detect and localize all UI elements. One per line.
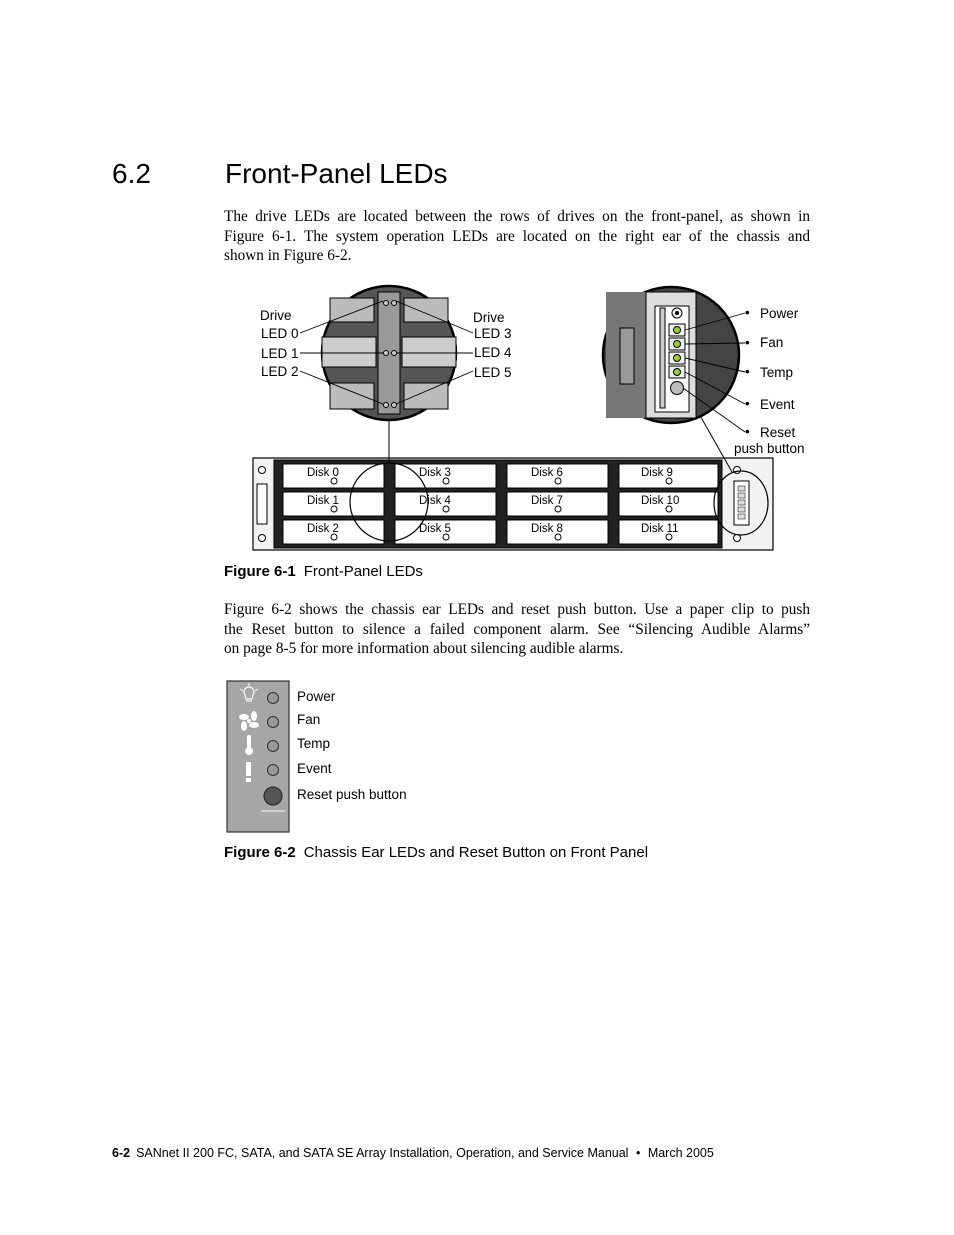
power-led [268,693,279,704]
paragraph-line: Figure 6-1. The system operation LEDs are located on the right ear of the chassis and [224,227,810,245]
disk-label: Disk 4 [419,495,451,507]
ear-callout: Event [760,397,795,412]
footer-date: March 2005 [647,1146,714,1160]
drive-callout: LED 3 [474,326,512,341]
drive-callout: Drive [473,310,505,325]
drive-callout: LED 1 [261,346,299,361]
intro-paragraph [224,207,810,266]
drive-callout: LED 4 [474,345,512,360]
drive-callout: LED 5 [474,365,512,380]
body-paragraph [224,600,810,659]
section-title: Front-Panel LEDs [225,158,448,189]
figure-2-caption-label: Figure 6-2 [224,844,296,861]
figure-1-caption [224,563,423,580]
paragraph-line: on page 8-5 for more information about silencing audible alarms. [224,640,624,658]
ear-callout-bullet: • [745,335,750,350]
event-led [268,765,279,776]
footer-title: SANnet II 200 FC, SATA, and SATA SE Array Installation, Operation, and Service Manual [136,1146,629,1160]
disk-label: Disk 10 [641,495,680,507]
ear-callout: Temp [760,365,794,380]
temp-label: Temp [297,736,331,751]
ear-callout-bullet: • [745,396,750,411]
disk-label: Disk 6 [531,467,563,479]
page-number: 6-2 [112,1146,131,1160]
disk-label: Disk 5 [419,523,451,535]
ear-callout: Reset [760,425,796,440]
page-footer [112,1146,714,1160]
disk-label: Disk 11 [641,523,679,535]
section-number: 6.2 [112,158,151,189]
disk-label: Disk 7 [531,495,563,507]
paragraph-line: Figure 6-2 shows the chassis ear LEDs and reset push button. Use a paper clip to push [224,601,810,618]
power-label: Power [297,689,336,704]
reset-push-button[interactable] [264,787,282,805]
paragraph-line: shown in Figure 6-2. [224,247,352,265]
footer-bullet: • [635,1146,641,1160]
temp-led [268,741,279,752]
disk-label: Disk 8 [531,523,563,535]
disk-label: Disk 9 [641,467,673,479]
drive-callout: LED 0 [261,326,299,341]
drive-callout: LED 2 [261,364,299,379]
ear-callout: Power [760,306,799,321]
figure-1-caption-label: Figure 6-1 [224,563,296,580]
ear-led-column [738,486,745,519]
fan-led [268,717,279,728]
ear-led-zoom [603,287,739,423]
figure-2-caption [224,844,648,861]
disk-label: Disk 3 [419,467,451,479]
chassis-ear-figure [225,679,291,835]
disk-label: Disk 1 [307,495,339,507]
disk-label: Disk 0 [307,467,339,479]
ear-callout: Fan [760,335,784,350]
ear-callout: push button [734,441,805,456]
fan-label: Fan [297,712,321,727]
ear-callout-bullet: • [745,424,750,439]
exclamation-icon [246,762,251,782]
figure-1-caption-text: Front-Panel LEDs [303,563,423,580]
disk-label: Disk 2 [307,523,339,535]
ear-callout-bullet: • [745,364,750,379]
reset-push-button-label: Reset push button [297,787,407,802]
paragraph-line: The drive LEDs are located between the rows of drives on the front-panel, as shown in [224,208,810,225]
front-panel-figure [250,284,820,556]
drive-callout: Drive [260,308,292,323]
figure-2-caption-text: Chassis Ear LEDs and Reset Button on Front Panel [303,844,649,861]
ear-callout-bullet: • [745,305,750,320]
event-label: Event [297,761,332,776]
paragraph-line: the Reset button to silence a failed component alarm. See “Silencing Audible Alarms” [224,620,810,638]
